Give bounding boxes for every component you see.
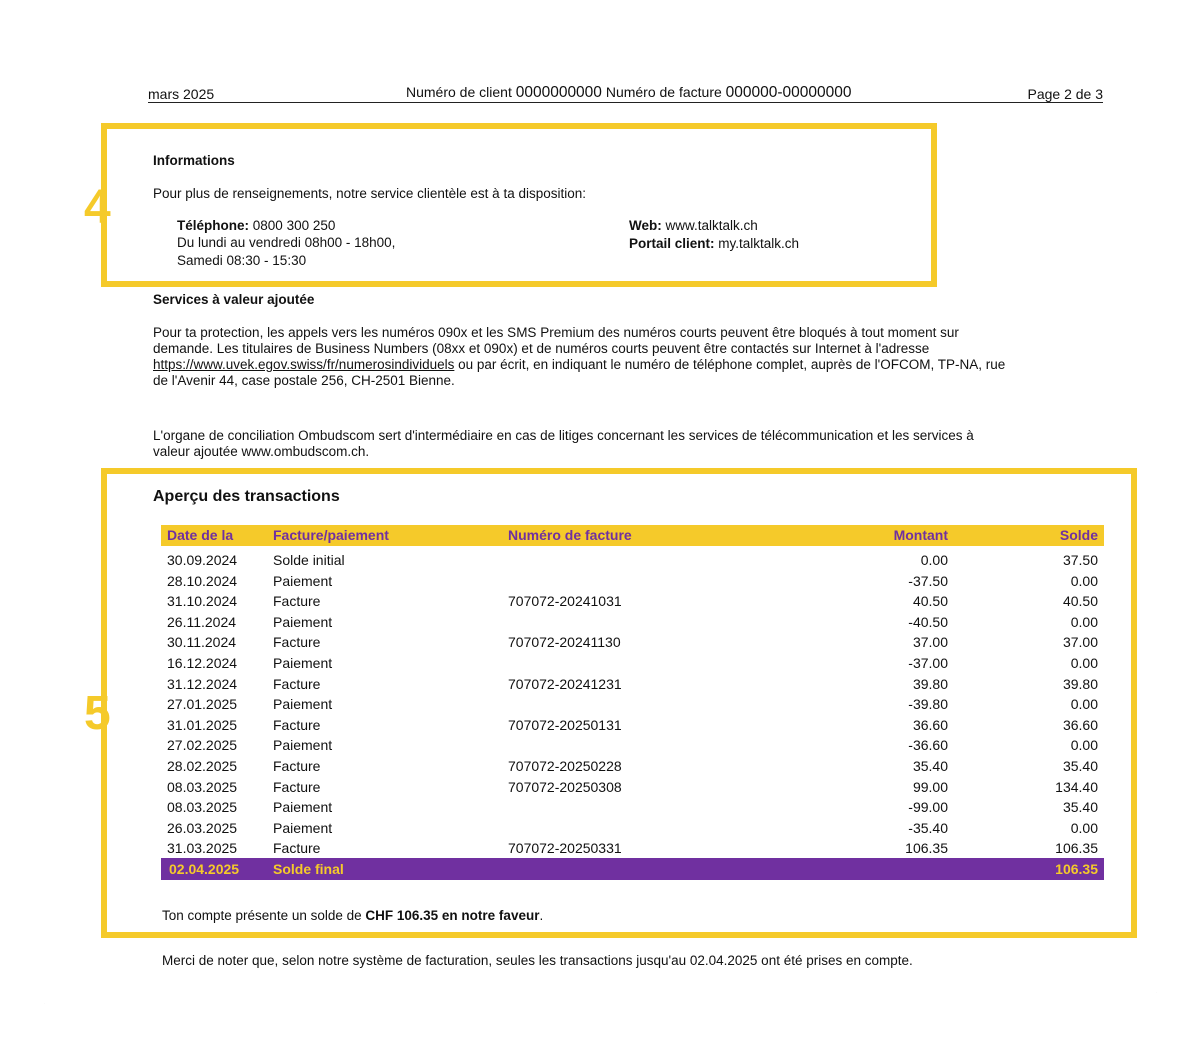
cell-type: Paiement <box>273 737 333 754</box>
cell-invoice-number: 707072-20250131 <box>508 716 622 733</box>
table-row <box>161 655 1104 675</box>
cell-type: Paiement <box>273 572 333 589</box>
cell-balance: 36.60 <box>1062 716 1098 733</box>
cell-amount: 36.60 <box>912 716 948 733</box>
cell-balance: 35.40 <box>1062 758 1098 774</box>
services-p1-line4: de l'Avenir 44, case postale 256, CH-2501 Bienne. <box>153 373 455 388</box>
cell-amount: 37.00 <box>912 634 948 651</box>
web-label: Web: <box>629 218 662 233</box>
table-row <box>161 593 1104 613</box>
cell-invoice-number: 707072-20250228 <box>508 758 622 774</box>
table-row <box>161 717 1104 737</box>
cell-type: Paiement <box>273 799 333 816</box>
cell-date: 26.11.2024 <box>167 613 237 630</box>
portal-value: my.talktalk.ch <box>718 236 800 251</box>
cell-date: 30.11.2024 <box>167 634 237 651</box>
table-row <box>161 573 1104 593</box>
hours-saturday: Samedi 08:30 - 15:30 <box>177 253 307 268</box>
cell-type: Facture <box>273 840 321 857</box>
cell-amount: -40.50 <box>908 613 948 630</box>
cell-type: Facture <box>273 778 321 795</box>
cell-date: 31.10.2024 <box>167 593 238 610</box>
cell-balance: 0.00 <box>1070 696 1098 713</box>
info-intro: Pour plus de renseignements, notre service clientèle est à ta disposition: <box>153 186 586 201</box>
cell-amount: 0.00 <box>920 552 948 568</box>
cell-type: Solde initial <box>273 552 345 568</box>
table-row <box>161 779 1104 799</box>
column-amount: Montant <box>893 527 948 543</box>
web-value: www.talktalk.ch <box>665 218 758 233</box>
cell-date: 31.01.2025 <box>167 716 238 733</box>
phone-value: 0800 300 250 <box>252 218 336 233</box>
final-balance: 106.35 <box>1055 861 1098 877</box>
cell-amount: -35.40 <box>908 819 948 836</box>
cell-balance: 40.50 <box>1062 593 1098 610</box>
portal-label: Portail client: <box>629 236 715 251</box>
cell-type: Paiement <box>273 696 333 713</box>
hours-weekdays: Du lundi au vendredi 08h00 - 18h00, <box>177 235 396 250</box>
cell-date: 08.03.2025 <box>167 799 238 816</box>
cell-date: 31.03.2025 <box>167 840 238 857</box>
cell-amount: 99.00 <box>912 778 948 795</box>
cell-balance: 0.00 <box>1070 737 1098 754</box>
cell-type: Facture <box>273 758 321 774</box>
cell-date: 27.02.2025 <box>167 737 238 754</box>
services-paragraph-1 <box>153 325 1005 389</box>
table-row <box>161 737 1104 757</box>
cell-date: 26.03.2025 <box>167 819 238 836</box>
ofcom-link[interactable]: https://www.uvek.egov.swiss/fr/numerosindividuels <box>153 357 455 372</box>
billing-note: Merci de noter que, selon notre système de facturation, seules les transactions jusqu'au 02.04.2025 ont été prises en compte. <box>162 953 913 968</box>
marker-5: 5 <box>84 687 111 740</box>
client-number: 0000000000 <box>515 84 602 101</box>
cell-balance: 134.40 <box>1055 778 1098 795</box>
cell-amount: 106.35 <box>905 840 948 857</box>
cell-balance: 35.40 <box>1062 799 1098 816</box>
cell-amount: -99.00 <box>908 799 948 816</box>
column-type: Facture/paiement <box>273 527 389 543</box>
cell-date: 28.02.2025 <box>167 758 238 774</box>
table-row <box>161 820 1104 840</box>
cell-balance: 0.00 <box>1070 655 1098 671</box>
summary-end: . <box>539 908 544 923</box>
cell-amount: 40.50 <box>912 593 948 610</box>
final-date: 02.04.2025 <box>169 861 240 877</box>
cell-date: 27.01.2025 <box>167 696 238 713</box>
cell-balance: 39.80 <box>1062 675 1098 692</box>
cell-invoice-number: 707072-20250308 <box>508 778 622 795</box>
cell-amount: 35.40 <box>912 758 948 774</box>
header-date: mars 2025 <box>148 86 215 102</box>
transactions-table-header <box>161 525 1104 546</box>
marker-4: 4 <box>84 181 111 234</box>
table-row <box>161 634 1104 654</box>
final-balance-row <box>161 858 1104 880</box>
cell-type: Facture <box>273 716 321 733</box>
header-divider <box>148 102 1103 103</box>
services-p2-line1: L'organe de conciliation Ombudscom sert d'intermédiaire en cas de litiges concernant les services de télécommunication et les services à <box>153 428 974 443</box>
cell-balance: 0.00 <box>1070 613 1098 630</box>
cell-invoice-number: 707072-20241031 <box>508 593 622 610</box>
page-number: Page 2 de 3 <box>1027 86 1103 102</box>
table-row <box>161 799 1104 819</box>
client-number-label: Numéro de client <box>406 84 512 100</box>
phone-line <box>177 218 335 234</box>
table-row <box>161 676 1104 696</box>
web-line <box>629 218 758 234</box>
table-row <box>161 758 1104 778</box>
cell-invoice-number: 707072-20241231 <box>508 675 622 692</box>
cell-amount: -39.80 <box>908 696 948 713</box>
balance-summary <box>162 908 543 924</box>
cell-invoice-number: 707072-20250331 <box>508 840 622 857</box>
invoice-number: 000000-00000000 <box>725 84 852 101</box>
cell-type: Paiement <box>273 613 333 630</box>
info-title: Informations <box>153 153 235 168</box>
services-p1-line2: demande. Les titulaires de Business Numbers (08xx et 090x) et de numéros courts peuvent être contactés sur Internet à l'adresse <box>153 341 930 356</box>
services-paragraph-2 <box>153 428 974 460</box>
cell-type: Facture <box>273 634 321 651</box>
summary-amount: CHF 106.35 en notre faveur <box>365 908 540 923</box>
column-invoice-number: Numéro de facture <box>508 527 632 543</box>
cell-balance: 0.00 <box>1070 572 1098 589</box>
cell-date: 30.09.2024 <box>167 552 238 568</box>
cell-invoice-number: 707072-20241130 <box>508 634 621 651</box>
services-p1-line3 <box>153 357 1005 373</box>
services-p2-line2: valeur ajoutée www.ombudscom.ch. <box>153 444 370 459</box>
cell-balance: 0.00 <box>1070 819 1098 836</box>
portal-line <box>629 236 799 252</box>
summary-text: Ton compte présente un solde de <box>162 908 366 923</box>
header-numbers <box>406 84 852 102</box>
cell-date: 28.10.2024 <box>167 572 238 589</box>
services-p1-line1: Pour ta protection, les appels vers les numéros 090x et les SMS Premium des numéros courts peuvent être bloqués à tout moment sur <box>153 325 959 340</box>
cell-amount: 39.80 <box>912 675 948 692</box>
transactions-title: Aperçu des transactions <box>153 488 340 505</box>
cell-balance: 106.35 <box>1055 840 1098 857</box>
table-row <box>161 552 1104 572</box>
cell-date: 16.12.2024 <box>167 655 238 671</box>
cell-type: Paiement <box>273 819 333 836</box>
table-row <box>161 614 1104 634</box>
phone-label: Téléphone: <box>177 218 250 233</box>
invoice-number-label: Numéro de facture <box>605 84 722 100</box>
column-balance: Solde <box>1059 527 1098 543</box>
cell-type: Paiement <box>273 655 333 671</box>
cell-amount: -37.50 <box>908 572 948 589</box>
services-title: Services à valeur ajoutée <box>153 292 315 307</box>
final-label: Solde final <box>273 861 344 877</box>
table-row <box>161 696 1104 716</box>
cell-balance: 37.00 <box>1062 634 1098 651</box>
cell-date: 08.03.2025 <box>167 778 238 795</box>
cell-type: Facture <box>273 675 321 692</box>
cell-type: Facture <box>273 593 321 610</box>
column-date: Date de la <box>167 527 234 543</box>
services-p1-line3-rest: ou par écrit, en indiquant le numéro de téléphone complet, auprès de l'OFCOM, TP-NA, rue <box>454 357 1006 372</box>
cell-balance: 37.50 <box>1062 552 1098 568</box>
cell-amount: -36.60 <box>908 737 948 754</box>
cell-date: 31.12.2024 <box>167 675 238 692</box>
cell-amount: -37.00 <box>908 655 948 671</box>
